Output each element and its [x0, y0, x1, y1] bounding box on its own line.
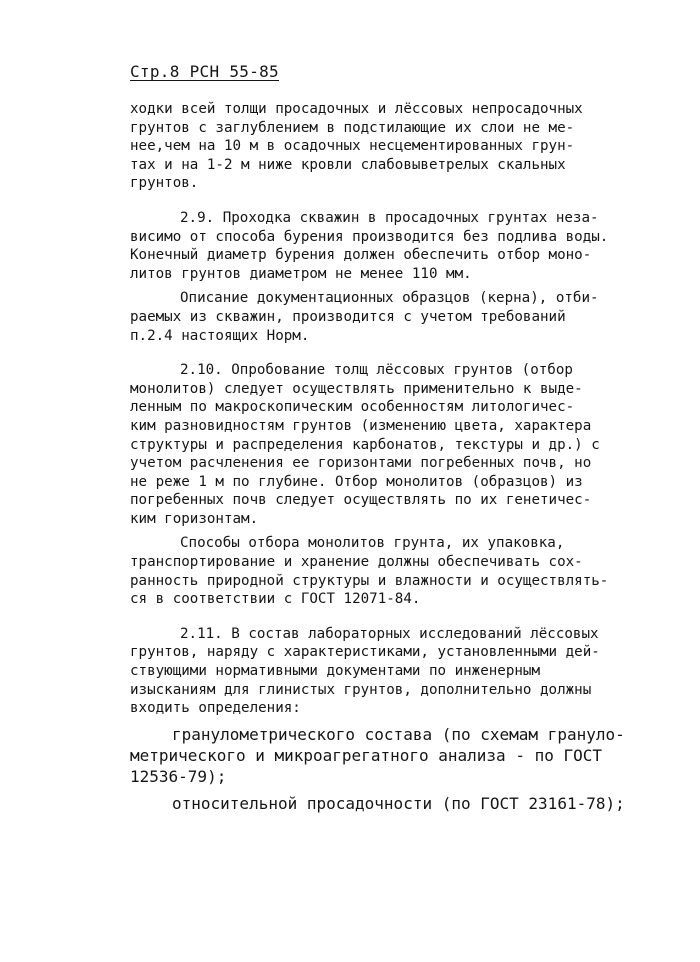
text-line: грунтов, наряду с характеристиками, установленными дей- [130, 644, 600, 661]
text-line: ходки всей толщи просадочных и лёссовых непросадочных [130, 101, 583, 117]
text-line: 2.10. Опробование толщ лёссовых грунтов (отбор [180, 362, 573, 379]
text-line: ленным по макроскопическим особенностям литологичес- [130, 399, 575, 416]
text-line: ким разновидностям грунтов (изменению цвета, характера [130, 417, 592, 434]
text-line: Конечный диаметр бурения должен обеспечить отбор моно- [130, 247, 592, 264]
page-header: Стр.8 РСН 55-85 [130, 62, 279, 81]
text-line: погребенных почв следует осуществлять по их генетичес- [130, 492, 592, 509]
paragraph-2-9-description [130, 289, 610, 345]
paragraph-2-11 [130, 625, 610, 718]
text-line: ся в соответствии с ГОСТ 12071-84. [130, 591, 421, 608]
text-line: структуры и распределения карбонатов, текстуры и др.) с [130, 436, 600, 453]
text-line: 2.9. Проходка скважин в просадочных грунтах неза- [180, 209, 599, 226]
text-line: Описание документационных образцов (керна), отби- [180, 290, 599, 307]
text-line: ранность природной структуры и влажности и осуществлять- [130, 572, 609, 589]
text-line: монолитов) следует осуществлять применительно к выде- [130, 380, 583, 397]
document-body [130, 100, 625, 830]
paragraph-2-9 [130, 209, 610, 283]
text-line: гранулометрического состава (по схемам грануло- [172, 724, 625, 744]
text-line: нее,чем на 10 м в осадочных несцементированных грун- [130, 138, 575, 155]
text-line: ким горизонтам. [130, 510, 259, 527]
text-line: изысканиям для глинистых грунтов, дополнительно должны [130, 681, 592, 698]
text-line: ствующими нормативными документами по инженерным [130, 663, 540, 680]
paragraph-2-10-methods [130, 534, 610, 608]
text-line: тах и на 1-2 м ниже кровли слабовыветрелых скальных [130, 156, 566, 173]
text-line: Способы отбора монолитов грунта, их упаковка, [180, 535, 565, 552]
text-line: висимо от способа бурения производится без подлива воды. [130, 228, 609, 245]
text-line: метрического и микроагрегатного анализа - по ГОСТ [130, 745, 603, 765]
text-line: относительной просадочности (по ГОСТ 23161-78); [172, 793, 625, 813]
paragraph-2-10 [130, 361, 610, 528]
text-line: литов грунтов диаметром не менее 110 мм. [130, 265, 472, 282]
text-line: п.2.4 настоящих Норм. [130, 327, 310, 344]
text-line: 2.11. В состав лабораторных исследований лёссовых [180, 625, 599, 642]
text-line: входить определения: [130, 700, 301, 717]
text-line: учетом расчленения ее горизонтами погребенных почв, но [130, 455, 592, 472]
list-item-subsidence [130, 793, 625, 814]
text-line: не реже 1 м по глубине. Отбор монолитов (образцов) из [130, 473, 583, 490]
text-line: раемых из скважин, производится с учетом требований [130, 308, 566, 325]
list-item-granulometric [130, 724, 625, 787]
paragraph-continuation [130, 100, 610, 193]
text-line: 12536-79); [130, 766, 227, 786]
text-line: транспортирование и хранение должны обеспечивать сох- [130, 554, 583, 571]
text-line: грунтов с заглублением в подстилающие их слои не ме- [130, 119, 575, 136]
text-line: грунтов. [130, 175, 199, 192]
